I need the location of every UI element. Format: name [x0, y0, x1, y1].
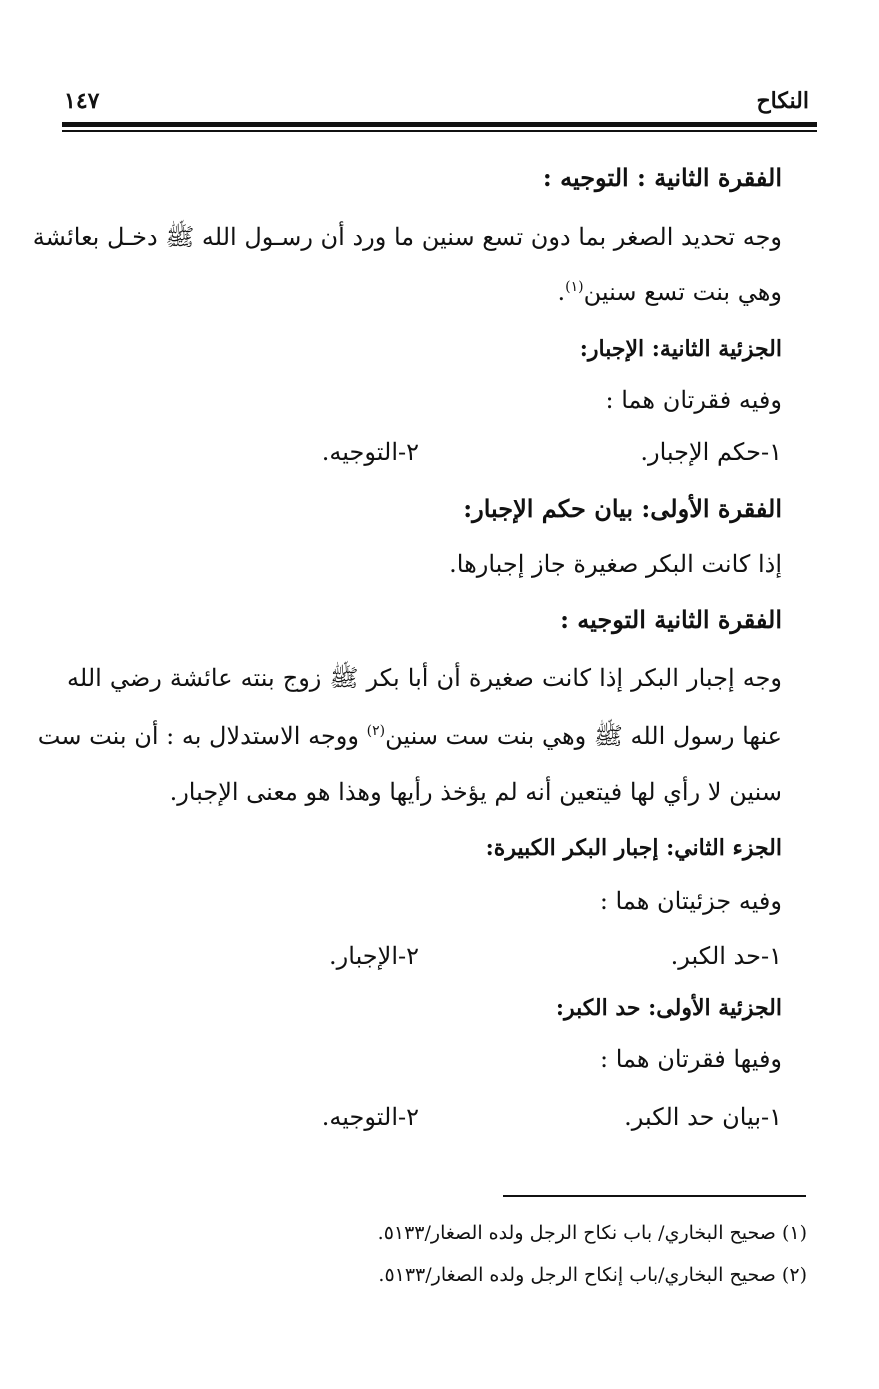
subsection-heading: الجزئية الثانية: الإجبار: — [579, 336, 782, 362]
list-item: ٢-الإجبار. — [329, 942, 419, 970]
paragraph-line: وفيها فقرتان هما : — [600, 1045, 782, 1073]
paragraph-line: وجه تحديد الصغر بما دون تسع سنين ما ورد أن رسـول الله ﷺ دخـل بعائشة — [32, 223, 782, 251]
list-item: ٢-التوجيه. — [321, 438, 419, 466]
paragraph-line — [37, 721, 782, 756]
footnote-separator — [503, 1195, 806, 1197]
list-item: ١-حكم الإجبار. — [640, 438, 782, 466]
header-rule-thin — [62, 130, 817, 132]
subsection-heading: الجزئية الأولى: حد الكبر: — [555, 995, 782, 1021]
section-heading: الفقرة الثانية التوجيه : — [560, 605, 782, 634]
section-heading: الفقرة الأولى: بيان حكم الإجبار: — [463, 494, 782, 523]
paragraph-line — [558, 278, 782, 306]
footnote-ref: (٢) — [366, 723, 386, 739]
running-header-title: النكاح — [756, 88, 809, 114]
page-number: ١٤٧ — [64, 88, 100, 114]
footnote-ref: (١) — [565, 279, 584, 295]
subsection-heading: الجزء الثاني: إجبار البكر الكبيرة: — [485, 835, 782, 861]
footnote: (١) صحيح البخاري/ باب نكاح الرجل ولده الصغار/٥١٣٣. — [377, 1222, 807, 1244]
list-item: ١-بيان حد الكبر. — [624, 1103, 782, 1131]
list-item: ٢-التوجيه. — [321, 1103, 419, 1131]
list-item: ١-حد الكبر. — [670, 942, 782, 970]
paragraph-line: وفيه فقرتان هما : — [605, 386, 782, 414]
paragraph-line: وفيه جزئيتان هما : — [599, 887, 782, 915]
section-heading: الفقرة الثانية : التوجيه : — [542, 163, 782, 192]
paragraph-line: إذا كانت البكر صغيرة جاز إجبارها. — [449, 550, 782, 578]
text-span: . — [557, 278, 566, 306]
text-span: وهي بنت تسع سنين — [583, 278, 782, 306]
paragraph-line: وجه إجبار البكر إذا كانت صغيرة أن أبا بكر ﷺ زوج بنته عائشة رضي الله — [67, 664, 782, 692]
text-span: عنها رسول الله ﷺ وهي بنت ست سنين — [385, 722, 782, 750]
footnote: (٢) صحيح البخاري/باب إنكاح الرجل ولده الصغار/٥١٣٣. — [378, 1264, 807, 1286]
header-rule-thick — [62, 122, 817, 127]
text-span: ووجه الاستدلال به : أن بنت ست — [37, 722, 367, 750]
paragraph-line: سنين لا رأي لها فيتعين أنه لم يؤخذ رأيها وهذا هو معنى الإجبار. — [169, 778, 782, 806]
